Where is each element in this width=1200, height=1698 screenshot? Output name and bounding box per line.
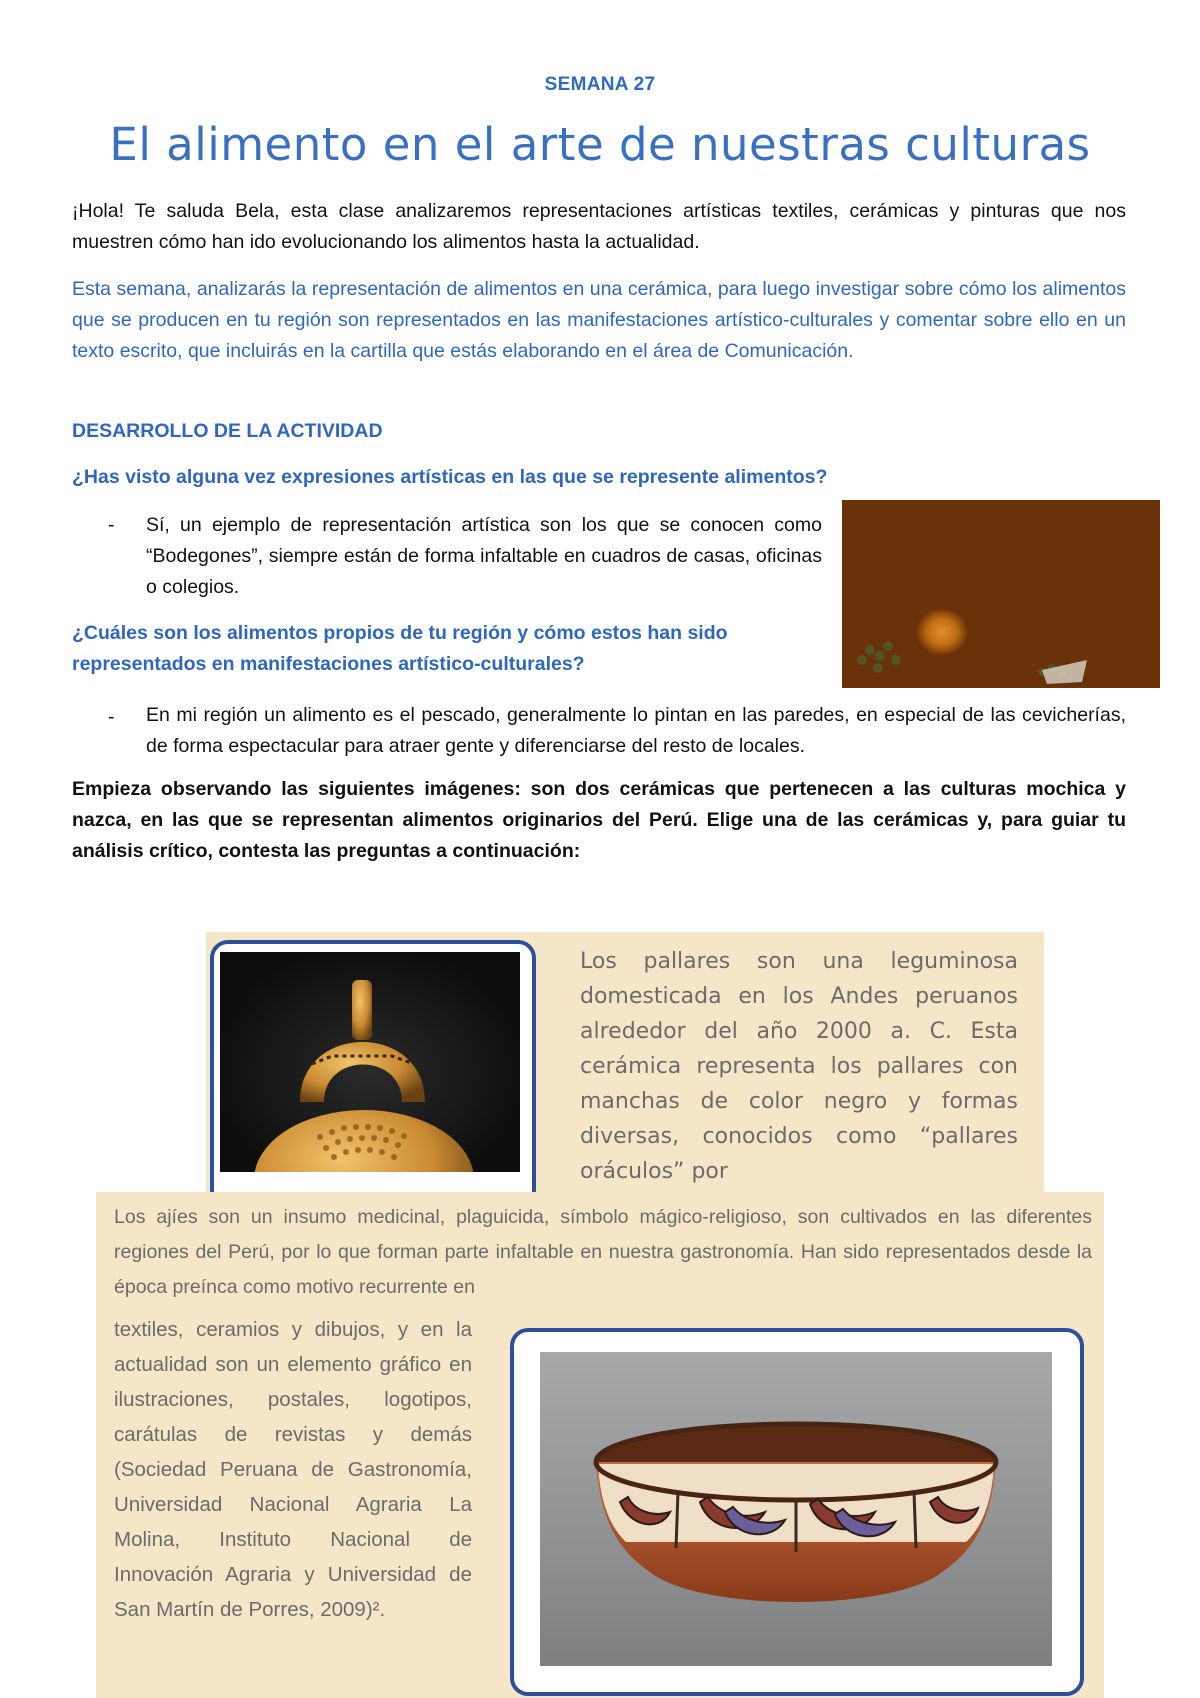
answer-1: Sí, un ejemplo de representación artística son los que se conocen como “Bodegones”, siempre están de forma infaltable en cuadros de casas, oficinas o colegios. xyxy=(146,514,822,598)
answer-2: En mi región un alimento es el pescado, generalmente lo pintan en las paredes, en especial de las cevicherías, de forma espectacular para atraer gente y diferenciarse del resto de locales. xyxy=(146,704,1126,757)
bullet-dash-2: - xyxy=(108,706,115,728)
ajies-continued-text: textiles, ceramios y dibujos, y en la actualidad son un elemento gráfico en ilustraciones, postales, logotipos, carátulas de revistas y demás (Sociedad Peruana de Gastronomía, Universidad Nacional Agraria La Molina, Instituto Nacional de Innovación Agraria y Universidad de San Martín de Porres, 2009)². xyxy=(114,1318,472,1621)
week-goal: Esta semana, analizarás la representación de alimentos en una cerámica, para luego investigar sobre cómo los alimentos que se producen en tu región son representados en las manifestaciones artístico-culturales y comentar sobre ello en un texto escrito, que incluirás en la cartilla que estás elaborando en el área de Comunicación. xyxy=(72,278,1126,362)
activity-heading: DESARROLLO DE LA ACTIVIDAD xyxy=(72,420,383,442)
stirrup-vessel-image xyxy=(220,952,520,1172)
ceramic-vessel-icon xyxy=(220,952,520,1172)
grapes-icon xyxy=(842,500,1160,688)
question-1: ¿Has visto alguna vez expresiones artísticas en las que se represente alimentos? xyxy=(72,466,828,488)
page-title: El alimento en el arte de nuestras culturas xyxy=(109,118,1091,171)
pallares-text: Los pallares son una leguminosa domesticada en los Andes peruanos alrededor del año 2000 a. C. Esta cerámica representa los pallares con manchas de color negro y formas diversas, conocidos como “pallares oráculos” por xyxy=(580,949,1018,1184)
bullet-dash-1: - xyxy=(108,514,115,536)
still-life-painting xyxy=(842,500,1160,688)
intro-greeting: ¡Hola! Te saluda Bela, esta clase analizaremos representaciones artísticas textiles, cerámicas y pinturas que nos muestren cómo han ido evolucionando los alimentos hasta la actualidad. xyxy=(72,200,1126,253)
question-2: ¿Cuáles son los alimentos propios de tu región y cómo estos han sido representados en manifestaciones artístico-culturales? xyxy=(72,622,728,675)
ajies-intro-text: Los ajíes son un insumo medicinal, plaguicida, símbolo mágico-religioso, son cultivados en las diferentes regiones del Perú, por lo que forman parte infaltable en nuestra gastronomía. Han sido representados desde la época preínca como motivo recurrente en xyxy=(114,1206,1092,1298)
nazca-bowl-image xyxy=(540,1352,1052,1666)
bowl-icon xyxy=(540,1352,1052,1666)
week-label: SEMANA 27 xyxy=(544,74,656,95)
instructions: Empieza observando las siguientes imágenes: son dos cerámicas que pertenecen a las culturas mochica y nazca, en las que se representan alimentos originarios del Perú. Elige una de las cerámicas y, para guiar tu análisis crítico, contesta las preguntas a continuación: xyxy=(72,778,1126,862)
